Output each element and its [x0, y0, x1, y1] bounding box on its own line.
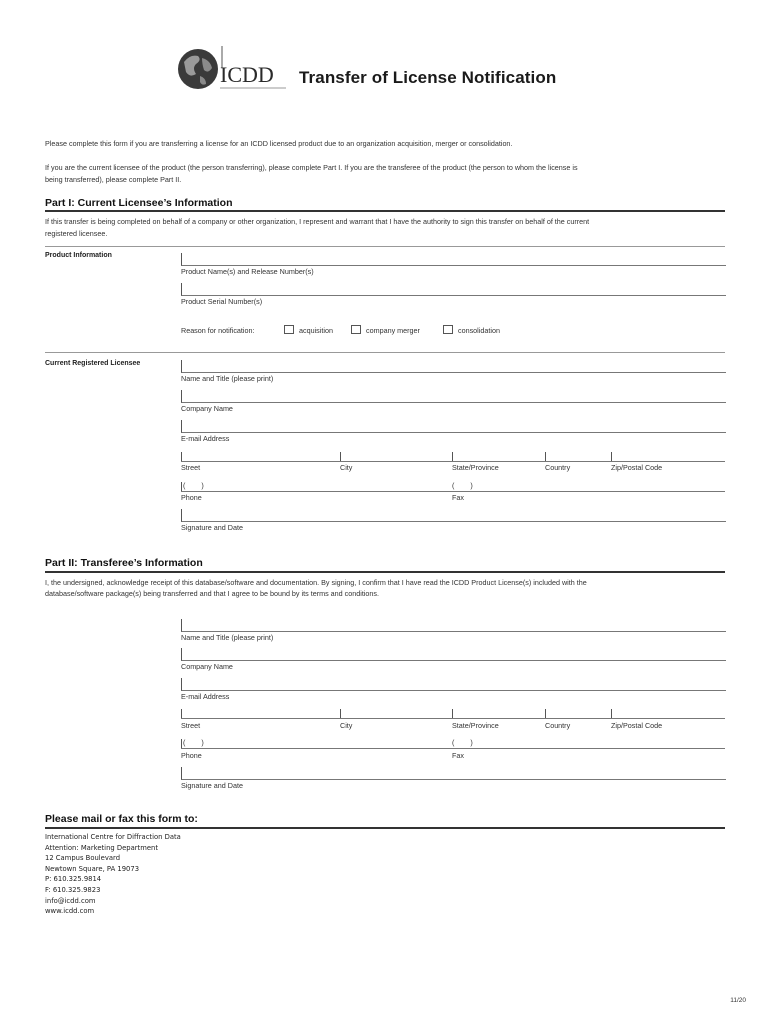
p2-email-label: E-mail Address	[181, 692, 230, 701]
p2-country-field[interactable]	[545, 709, 546, 718]
p2-state-field[interactable]	[452, 709, 453, 718]
p1-country-label: Country	[545, 463, 571, 472]
p2-phone-label: Phone	[181, 751, 202, 760]
licensee-divider	[45, 352, 725, 353]
part2-statement-b: database/software package(s) being transferred and that I agree to be bound by its terms and conditions.	[45, 589, 380, 598]
part2-heading: Part II: Transferee’s Information	[45, 557, 203, 569]
mail-line-phone: P: 610.325.9814	[45, 875, 102, 884]
consolidation-checkbox[interactable]	[443, 325, 453, 334]
part1-heading: Part I: Current Licensee’s Information	[45, 197, 233, 209]
p1-email-label: E-mail Address	[181, 434, 230, 443]
mail-heading: Please mail or fax this form to:	[45, 813, 198, 825]
p2-email-field[interactable]	[181, 678, 726, 691]
product-info-label: Product Information	[45, 252, 112, 259]
part1-statement-a: If this transfer is being completed on behalf of a company or other organization, I represent and warrant that I have the authority to sign this transfer on behalf of the current	[45, 217, 590, 226]
p1-email-field[interactable]	[181, 420, 726, 433]
p2-phone-paren: ( )	[183, 738, 204, 747]
p2-signature-field[interactable]	[181, 767, 726, 780]
mail-line-street: 12 Campus Boulevard	[45, 854, 121, 863]
p1-phone-label: Phone	[181, 493, 202, 502]
part1-rule	[45, 210, 725, 212]
revision-date: 11/20	[730, 997, 746, 1004]
p2-city-label: City	[340, 721, 353, 730]
consolidation-label: consolidation	[458, 326, 500, 335]
p2-name-title-field[interactable]	[181, 619, 726, 632]
p2-signature-label: Signature and Date	[181, 781, 243, 790]
product-name-field[interactable]	[181, 253, 726, 266]
serial-number-field[interactable]	[181, 283, 726, 296]
logo-text: ICDD	[220, 62, 274, 87]
p2-name-title-label: Name and Title (please print)	[181, 633, 274, 642]
part2-rule	[45, 571, 725, 573]
p1-zip-field[interactable]	[611, 452, 612, 461]
p1-phone-field[interactable]	[181, 482, 182, 491]
acquisition-label: acquisition	[299, 326, 333, 335]
p2-zip-label: Zip/Postal Code	[611, 721, 663, 730]
p1-phone-line	[181, 491, 725, 492]
p1-country-field[interactable]	[545, 452, 546, 461]
p2-street-field[interactable]	[181, 709, 182, 718]
reason-label: Reason for notification:	[181, 326, 255, 335]
p1-company-label: Company Name	[181, 404, 233, 413]
p1-phone-paren: ( )	[183, 481, 204, 490]
p1-name-title-label: Name and Title (please print)	[181, 374, 274, 383]
p1-signature-label: Signature and Date	[181, 523, 243, 532]
p1-name-title-field[interactable]	[181, 360, 726, 373]
p2-phone-field[interactable]	[181, 739, 182, 748]
company-merger-checkbox[interactable]	[351, 325, 361, 334]
mail-line-org: International Centre for Diffraction Data	[45, 833, 181, 841]
part2-statement-a: I, the undersigned, acknowledge receipt of this database/software and documentation. By signing, I confirm that I have read the ICDD Product License(s) included with the	[45, 578, 587, 587]
company-merger-label: company merger	[366, 326, 420, 335]
mail-line-email[interactable]: info@icdd.com	[45, 896, 96, 905]
mail-line-attention: Attention: Marketing Department	[45, 843, 158, 852]
p1-fax-label: Fax	[452, 493, 464, 502]
p2-phone-line	[181, 748, 725, 749]
serial-number-label: Product Serial Number(s)	[181, 297, 263, 306]
p1-city-field[interactable]	[340, 452, 341, 461]
icdd-logo	[176, 44, 288, 94]
part1-divider	[45, 246, 725, 247]
mail-line-fax: F: 610.325.9823	[45, 885, 101, 894]
p2-state-label: State/Province	[452, 721, 499, 730]
p1-company-field[interactable]	[181, 390, 726, 403]
p2-country-label: Country	[545, 721, 571, 730]
mail-rule	[45, 827, 725, 829]
p2-fax-field[interactable]: ( )	[452, 738, 473, 747]
mail-address-block	[45, 832, 181, 917]
intro-line-2b: being transferred), please complete Part II.	[45, 175, 182, 184]
p2-fax-label: Fax	[452, 751, 464, 760]
p2-city-field[interactable]	[340, 709, 341, 718]
acquisition-checkbox[interactable]	[284, 325, 294, 334]
p2-company-label: Company Name	[181, 662, 233, 671]
product-name-label: Product Name(s) and Release Number(s)	[181, 267, 314, 276]
p1-city-label: City	[340, 463, 353, 472]
p1-street-label: Street	[181, 463, 201, 472]
current-licensee-label: Current Registered Licensee	[45, 360, 141, 367]
page-title: Transfer of License Notification	[299, 68, 557, 87]
intro-line-1: Please complete this form if you are transferring a license for an ICDD licensed product due to an organization acquisition, merger or consolidation.	[45, 139, 513, 148]
reason-company-merger[interactable]	[351, 325, 420, 335]
part1-statement-b: registered licensee.	[45, 229, 108, 238]
p2-address-line	[181, 718, 725, 719]
p1-street-field[interactable]	[181, 452, 182, 461]
p1-state-label: State/Province	[452, 463, 499, 472]
p1-state-field[interactable]	[452, 452, 453, 461]
p1-address-line	[181, 461, 725, 462]
p1-signature-field[interactable]	[181, 509, 726, 522]
intro-line-2a: If you are the current licensee of the product (the person transferring), please complete Part I. If you are the transferee of the product (the person to whom the license is	[45, 163, 578, 172]
p2-street-label: Street	[181, 721, 201, 730]
mail-line-website[interactable]: www.icdd.com	[45, 907, 95, 916]
reason-consolidation[interactable]	[443, 325, 500, 335]
p1-zip-label: Zip/Postal Code	[611, 463, 663, 472]
p2-company-field[interactable]	[181, 648, 726, 661]
reason-acquisition[interactable]	[284, 325, 333, 335]
p1-fax-field[interactable]: ( )	[452, 481, 473, 490]
p2-zip-field[interactable]	[611, 709, 612, 718]
mail-line-city: Newtown Square, PA 19073	[45, 864, 140, 873]
